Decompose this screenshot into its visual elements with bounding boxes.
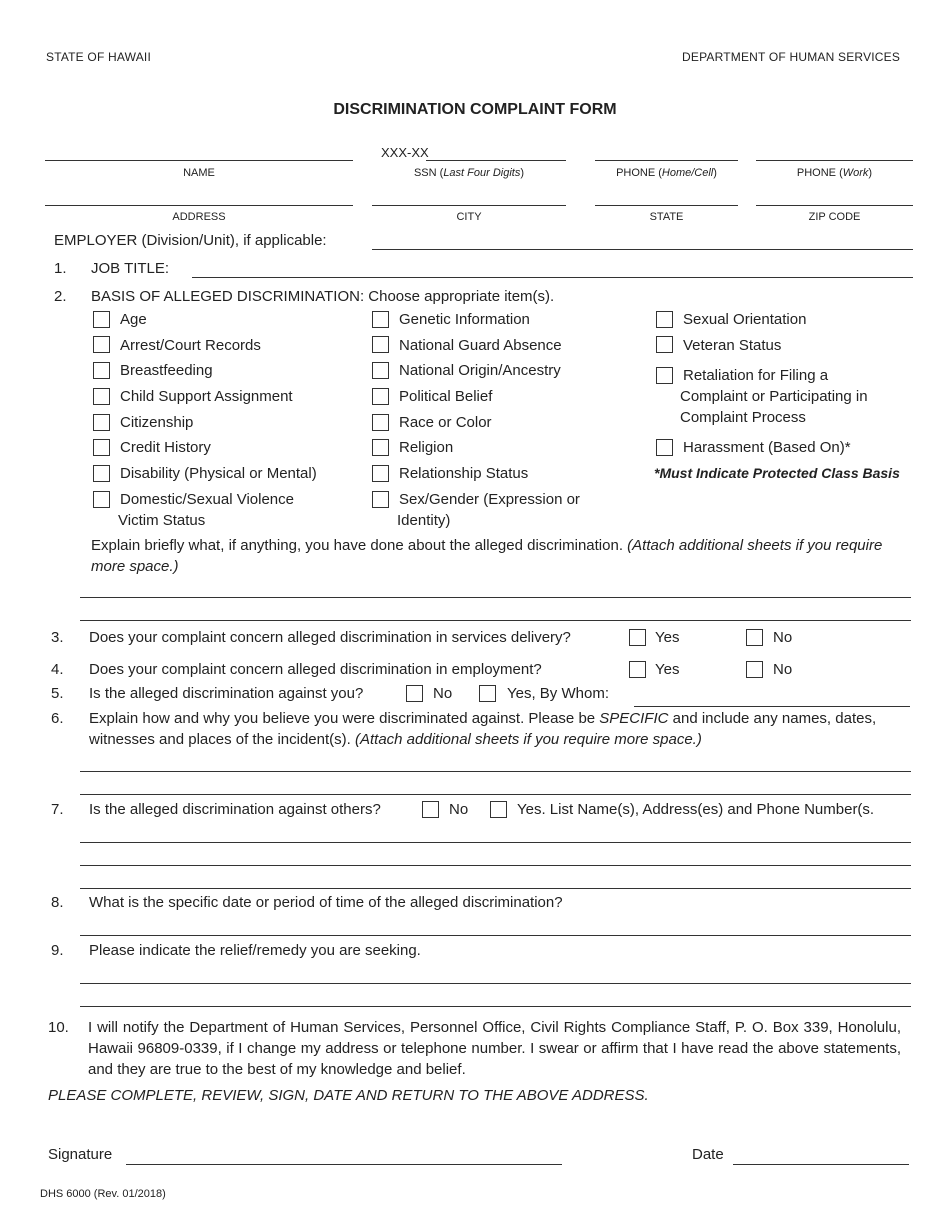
checkbox-citizenship[interactable] xyxy=(93,414,110,431)
option-credit-history: Credit History xyxy=(120,439,211,456)
option-domestic-violence: Domestic/Sexual Violence Victim Status xyxy=(118,491,294,529)
employer-label: EMPLOYER (Division/Unit), if applicable: xyxy=(54,232,327,249)
option-child-support: Child Support Assignment xyxy=(120,388,293,405)
zip-caption: ZIP CODE xyxy=(808,211,861,223)
q7-yes-label: Yes. List Name(s), Address(es) and Phone Number(s. xyxy=(517,801,875,818)
q6-line-1[interactable] xyxy=(80,771,911,772)
signature-field[interactable] xyxy=(126,1164,562,1165)
explain-brief-text: Explain briefly what, if anything, you have done about the alleged discrimination. (Attach additional sheets if you require more space.) xyxy=(91,537,883,575)
department-label: DEPARTMENT OF HUMAN SERVICES xyxy=(682,50,901,64)
option-race-color: Race or Color xyxy=(399,414,492,431)
q5-no-checkbox[interactable] xyxy=(406,685,423,702)
checkbox-child-support[interactable] xyxy=(93,388,110,405)
explain-brief-line-2[interactable] xyxy=(80,620,911,621)
option-relationship-status: Relationship Status xyxy=(399,465,529,482)
job-title-field[interactable] xyxy=(192,277,913,278)
q7-no-label: No xyxy=(449,801,469,818)
q7-yes-checkbox[interactable] xyxy=(490,801,507,818)
ssn-prefix: XXX-XX xyxy=(381,145,429,160)
option-harassment: Harassment (Based On)* xyxy=(683,439,851,456)
signature-label: Signature xyxy=(48,1146,113,1163)
q5-number: 5. xyxy=(51,685,64,702)
protected-class-note: *Must Indicate Protected Class Basis xyxy=(654,465,900,481)
explain-brief-line-1[interactable] xyxy=(80,597,911,598)
city-caption: CITY xyxy=(456,211,482,223)
state-caption: STATE xyxy=(649,211,684,223)
q6-line-2[interactable] xyxy=(80,794,911,795)
q6-text: Explain how and why you believe you were discriminated against. Please be SPECIFIC and include any names, dates, witnesses and places of the incident(s). (Attach additional sheets if you require more space.) xyxy=(89,710,877,748)
option-disability: Disability (Physical or Mental) xyxy=(120,465,317,482)
zip-field[interactable] xyxy=(756,205,913,206)
checkbox-sexual-orientation[interactable] xyxy=(656,311,673,328)
q5-label: Is the alleged discrimination against you? xyxy=(89,685,364,702)
phone-work-caption: PHONE (Work) xyxy=(796,167,873,179)
option-citizenship: Citizenship xyxy=(120,414,194,431)
checkbox-veteran-status[interactable] xyxy=(656,336,673,353)
q3-yes-label: Yes xyxy=(655,629,680,646)
phone-home-field[interactable] xyxy=(595,160,738,161)
option-retaliation: Retaliation for Filing a Complaint or Participating in Complaint Process xyxy=(680,367,868,426)
option-genetic-information: Genetic Information xyxy=(399,311,530,328)
q9-line-1[interactable] xyxy=(80,983,911,984)
basis-label: BASIS OF ALLEGED DISCRIMINATION: Choose appropriate item(s). xyxy=(91,288,555,305)
option-veteran-status: Veteran Status xyxy=(683,337,782,354)
phone-home-caption: PHONE (Home/Cell) xyxy=(616,167,717,179)
checkbox-religion[interactable] xyxy=(372,439,389,456)
employer-field[interactable] xyxy=(372,249,913,250)
checkbox-age[interactable] xyxy=(93,311,110,328)
option-national-origin: National Origin/Ancestry xyxy=(399,362,561,379)
checkbox-harassment[interactable] xyxy=(656,439,673,456)
q3-no-checkbox[interactable] xyxy=(746,629,763,646)
checkbox-domestic-violence[interactable] xyxy=(93,491,110,508)
q5-by-whom-field[interactable] xyxy=(634,706,910,707)
job-title-label: JOB TITLE: xyxy=(91,260,170,277)
ssn-field[interactable] xyxy=(426,160,566,161)
checkbox-sex-gender[interactable] xyxy=(372,491,389,508)
ssn-caption: SSN (Last Four Digits) xyxy=(413,167,525,179)
form-id: DHS 6000 (Rev. 01/2018) xyxy=(40,1188,166,1200)
q10-text: I will notify the Department of Human Services, Personnel Office, Civil Rights Compliance Staff, P. O. Box 339, Honolulu, Hawaii 96809-0339, if I change my address or telephone number. I swear or affirm that I have read the above statements, and they are true to the best of my knowledge and belief. xyxy=(88,1019,901,1078)
phone-work-field[interactable] xyxy=(756,160,913,161)
q7-label: Is the alleged discrimination against others? xyxy=(89,801,381,818)
q3-yes-checkbox[interactable] xyxy=(629,629,646,646)
q4-yes-checkbox[interactable] xyxy=(629,661,646,678)
option-breastfeeding: Breastfeeding xyxy=(120,362,213,379)
option-religion: Religion xyxy=(399,439,454,456)
q1-number: 1. xyxy=(54,260,67,277)
q9-line-2[interactable] xyxy=(80,1006,911,1007)
state-field[interactable] xyxy=(595,205,738,206)
option-political-belief: Political Belief xyxy=(399,388,493,405)
checkbox-race-color[interactable] xyxy=(372,414,389,431)
q7-number: 7. xyxy=(51,801,64,818)
q7-line-2[interactable] xyxy=(80,865,911,866)
state-label: STATE OF HAWAII xyxy=(46,50,151,64)
q2-number: 2. xyxy=(54,288,67,305)
address-field[interactable] xyxy=(45,205,353,206)
checkbox-national-guard[interactable] xyxy=(372,336,389,353)
q8-line[interactable] xyxy=(80,935,911,936)
city-field[interactable] xyxy=(372,205,566,206)
address-caption: ADDRESS xyxy=(172,211,226,223)
q4-yes-label: Yes xyxy=(655,661,680,678)
form-title: DISCRIMINATION COMPLAINT FORM xyxy=(333,101,617,118)
checkbox-retaliation[interactable] xyxy=(656,367,673,384)
q8-number: 8. xyxy=(51,894,64,911)
q5-no-label: No xyxy=(433,685,453,702)
checkbox-arrest-court-records[interactable] xyxy=(93,336,110,353)
q7-line-3[interactable] xyxy=(80,888,911,889)
q3-no-label: No xyxy=(773,629,793,646)
checkbox-disability[interactable] xyxy=(93,465,110,482)
q7-line-1[interactable] xyxy=(80,842,911,843)
q6-number: 6. xyxy=(51,710,64,727)
date-label: Date xyxy=(692,1146,724,1163)
q7-no-checkbox[interactable] xyxy=(422,801,439,818)
checkbox-breastfeeding[interactable] xyxy=(93,362,110,379)
return-instruction: PLEASE COMPLETE, REVIEW, SIGN, DATE AND RETURN TO THE ABOVE ADDRESS. xyxy=(48,1087,649,1104)
date-field[interactable] xyxy=(733,1164,909,1165)
option-sexual-orientation: Sexual Orientation xyxy=(683,311,807,328)
q8-label: What is the specific date or period of time of the alleged discrimination? xyxy=(89,894,563,911)
q5-yes-checkbox[interactable] xyxy=(479,685,496,702)
checkbox-political-belief[interactable] xyxy=(372,388,389,405)
q10-number: 10. xyxy=(48,1019,69,1036)
checkbox-genetic-information[interactable] xyxy=(372,311,389,328)
option-sex-gender: Sex/Gender (Expression or Identity) xyxy=(397,491,580,529)
name-field[interactable] xyxy=(45,160,353,161)
q4-no-checkbox[interactable] xyxy=(746,661,763,678)
q4-number: 4. xyxy=(51,661,64,678)
q3-label: Does your complaint concern alleged discrimination in services delivery? xyxy=(89,629,571,646)
checkbox-relationship-status[interactable] xyxy=(372,465,389,482)
option-arrest-court-records: Arrest/Court Records xyxy=(120,337,261,354)
q3-number: 3. xyxy=(51,629,64,646)
q5-yes-label: Yes, By Whom: xyxy=(507,685,609,702)
option-age: Age xyxy=(120,311,147,328)
q4-label: Does your complaint concern alleged discrimination in employment? xyxy=(89,661,542,678)
option-national-guard: National Guard Absence xyxy=(399,337,562,354)
q9-label: Please indicate the relief/remedy you are seeking. xyxy=(89,942,421,959)
checkbox-credit-history[interactable] xyxy=(93,439,110,456)
q4-no-label: No xyxy=(773,661,793,678)
q9-number: 9. xyxy=(51,942,64,959)
checkbox-national-origin[interactable] xyxy=(372,362,389,379)
name-caption: NAME xyxy=(183,167,215,179)
